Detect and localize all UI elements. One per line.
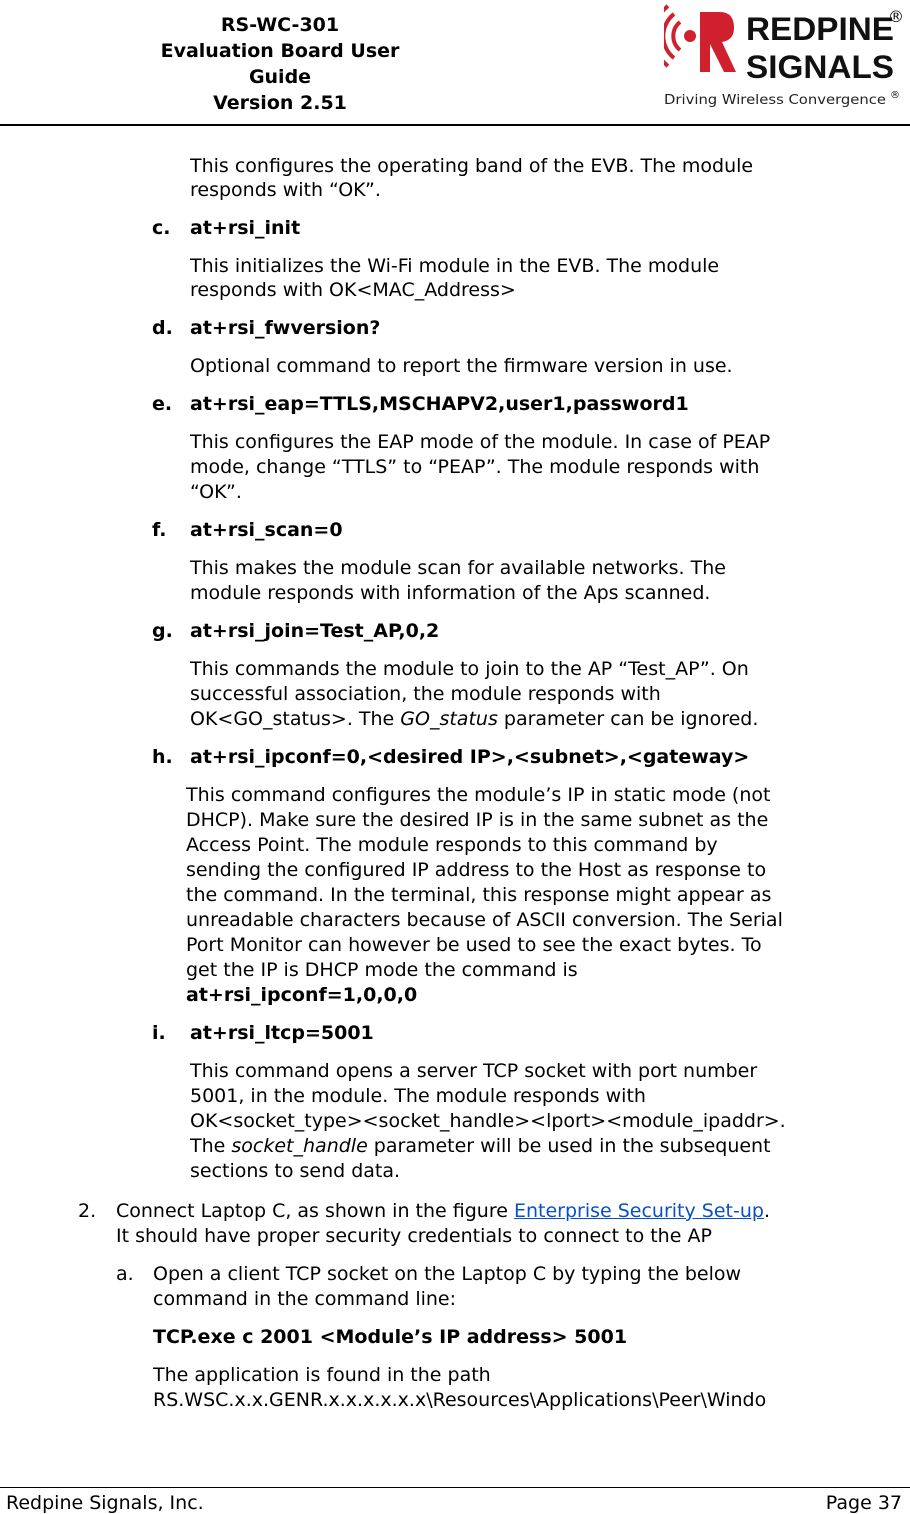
wireless-waves-icon <box>664 6 680 66</box>
item-d-command: at+rsi_fwversion? <box>190 317 381 339</box>
item-h-text-2: DHCP). Make sure the desired IP is in the same subnet as the <box>186 809 769 831</box>
item-e-text-3: “OK”. <box>190 481 242 503</box>
item-g-text-3c: parameter can be ignored. <box>497 708 759 730</box>
item-e-text-1: This configures the EAP mode of the module. In case of PEAP <box>190 431 771 453</box>
doc-subtitle: Evaluation Board User Guide <box>160 40 400 88</box>
item-g-text-1: This commands the module to join to the AP “Test_AP”. On <box>190 658 749 680</box>
item-h-text-7: Port Monitor can however be used to see the exact bytes. To <box>186 934 762 956</box>
item-h-text-6: unreadable characters because of ASCII conversion. The Serial <box>186 909 783 931</box>
item-h-text-5: the command. In the terminal, this response might appear as <box>186 884 772 906</box>
item-c-text-1: This initializes the Wi-Fi module in the EVB. The module <box>190 255 720 277</box>
item-c-label: c. <box>152 217 171 239</box>
sub-a-text-1: Open a client TCP socket on the Laptop C by typing the below <box>153 1263 742 1285</box>
item-g-text-3a: OK<GO_status>. The <box>190 708 401 730</box>
sub-a-label: a. <box>116 1263 134 1285</box>
item-g-label: g. <box>152 620 173 642</box>
item-e-text-2: mode, change “TTLS” to “PEAP”. The module responds with <box>190 456 760 478</box>
redpine-signals-logo <box>664 2 904 114</box>
band-text-1: This configures the operating band of the EVB. The module <box>190 155 754 177</box>
item-f-command: at+rsi_scan=0 <box>190 519 343 541</box>
registered-mark-top: ® <box>888 7 904 26</box>
item-h-text-3: Access Point. The module responds to this command by <box>186 834 718 856</box>
sub-a-command: TCP.exe c 2001 <Module’s IP address> 5001 <box>153 1326 628 1348</box>
item-d-text-1: Optional command to report the firmware version in use. <box>190 355 733 377</box>
page-number: Page 37 <box>825 1492 902 1514</box>
doc-title: RS-WC-301 <box>220 14 340 36</box>
item-e-label: e. <box>152 393 173 415</box>
item-i-text-4 <box>190 1133 771 1159</box>
item-f-label: f. <box>152 519 167 541</box>
item-g-text-3 <box>190 706 758 732</box>
sub-a-path: RS.WSC.x.x.GENR.x.x.x.x.x.x\Resources\Applications\Peer\Windo <box>153 1389 767 1411</box>
go-status-term: GO_status <box>400 708 498 730</box>
item-f-text-2: module responds with information of the Aps scanned. <box>190 582 711 604</box>
step-2-text-1b: . <box>763 1200 770 1222</box>
item-h-dhcp-command: at+rsi_ipconf=1,0,0,0 <box>186 984 418 1006</box>
header-divider <box>0 124 910 126</box>
document-header-title <box>150 12 410 116</box>
step-2-text-2: It should have proper security credentials to connect to the AP <box>116 1225 712 1247</box>
footer-divider <box>0 1487 910 1488</box>
item-i-text-5: sections to send data. <box>190 1160 401 1182</box>
item-i-command: at+rsi_ltcp=5001 <box>190 1022 374 1044</box>
step-2-text-1 <box>116 1198 770 1224</box>
item-h-command: at+rsi_ipconf=0,<desired IP>,<subnet>,<gateway> <box>190 746 750 768</box>
item-i-text-3: OK<socket_type><socket_handle><lport><module_ipaddr>. <box>190 1110 786 1132</box>
item-h-text-8: get the IP is DHCP mode the command is <box>186 959 578 981</box>
item-d-label: d. <box>152 317 173 339</box>
sub-a-text-2: command in the command line: <box>153 1288 457 1310</box>
footer-company: Redpine Signals, Inc. <box>6 1492 204 1514</box>
item-i-label: i. <box>152 1022 166 1044</box>
enterprise-security-setup-link[interactable]: Enterprise Security Set-up <box>513 1200 764 1222</box>
item-i-text-4c: parameter will be used in the subsequent <box>367 1135 771 1157</box>
logo-word-bottom: SIGNALS <box>746 49 894 85</box>
socket-handle-term: socket_handle <box>231 1135 368 1157</box>
item-i-text-4a: The <box>190 1135 232 1157</box>
item-g-command: at+rsi_join=Test_AP,0,2 <box>190 620 440 642</box>
item-f-text-1: This makes the module scan for available networks. The <box>190 557 726 579</box>
step-2-label: 2. <box>78 1200 97 1222</box>
item-h-label: h. <box>152 746 173 768</box>
sub-a-text-3: The application is found in the path <box>153 1364 491 1386</box>
logo-tagline: Driving Wireless Convergence <box>664 93 886 108</box>
item-h-text-1: This command configures the module’s IP in static mode (not <box>186 784 771 806</box>
item-i-text-2: 5001, in the module. The module responds with <box>190 1085 646 1107</box>
item-i-text-1: This command opens a server TCP socket with port number <box>190 1060 758 1082</box>
item-g-text-2: successful association, the module responds with <box>190 683 661 705</box>
item-h-text-4: sending the configured IP address to the Host as response to <box>186 859 767 881</box>
logo-word-top: REDPINE <box>746 11 894 47</box>
doc-version: Version 2.51 <box>213 92 347 114</box>
item-e-command: at+rsi_eap=TTLS,MSCHAPV2,user1,password1 <box>190 393 689 415</box>
band-text-2: responds with “OK”. <box>190 179 381 201</box>
item-c-text-2: responds with OK<MAC_Address> <box>190 279 516 301</box>
step-2-text-1a: Connect Laptop C, as shown in the figure <box>116 1200 514 1222</box>
item-c-command: at+rsi_init <box>190 217 301 239</box>
registered-mark-tagline: ® <box>890 90 900 101</box>
